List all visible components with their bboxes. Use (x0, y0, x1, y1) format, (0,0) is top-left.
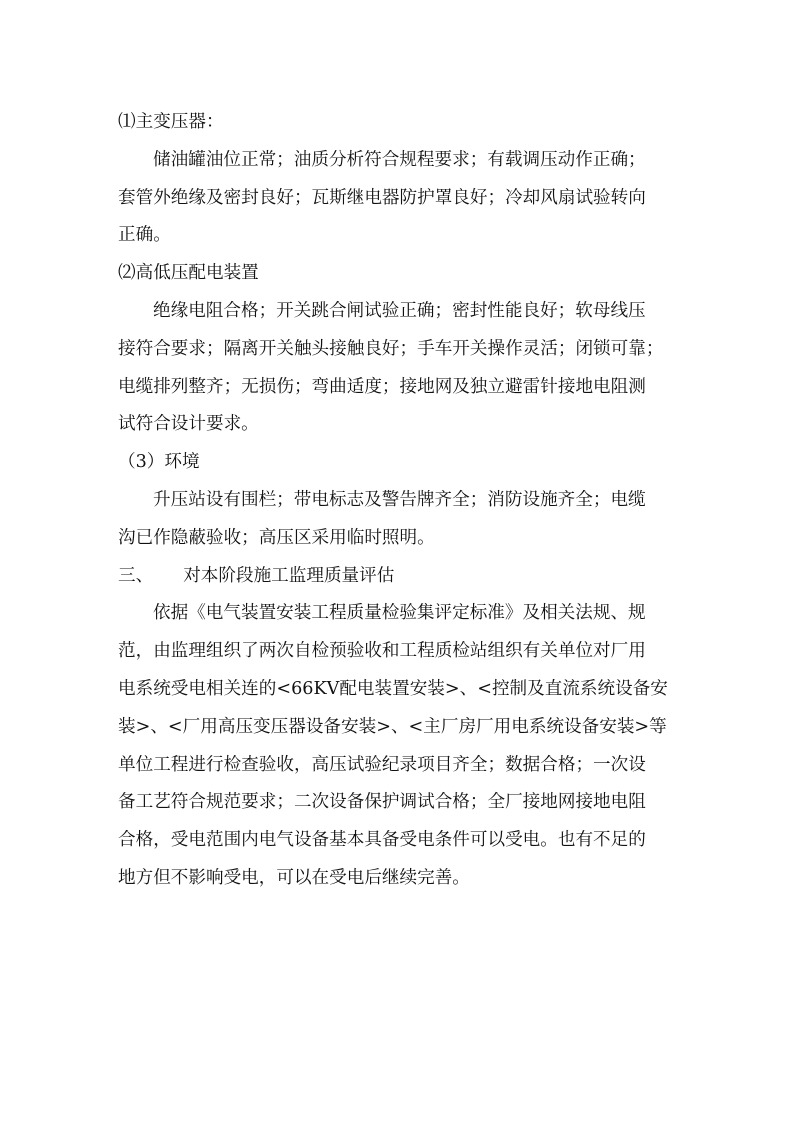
paragraph-line: 套管外绝缘及密封良好；瓦斯继电器防护罩良好；冷却风扇试验转向 (118, 187, 646, 208)
paragraph-line: 依据《电气装置安装工程质量检验集评定标准》及相关法规、规 (153, 603, 646, 624)
section-heading (118, 558, 678, 596)
paragraph-line: 单位工程进行检查验收，高压试验纪录项目齐全；数据合格；一次设 (118, 754, 646, 775)
paragraph-line: 升压站设有围栏；带电标志及警告牌齐全；消防设施齐全；电缆 (153, 489, 646, 510)
paragraph-line: 试符合设计要求。 (118, 414, 259, 435)
paragraph-line: 绝缘电阻合格；开关跳合闸试验正确；密封性能良好；软母线压 (153, 300, 646, 321)
paragraph-line: 备工艺符合规范要求；二次设备保护调试合格；全厂接地网接地电阻 (118, 792, 646, 813)
paragraph-line: 储油罐油位正常；油质分析符合规程要求；有载调压动作正确； (153, 149, 646, 170)
document-page (118, 104, 678, 898)
paragraph-line: 正确。 (118, 225, 171, 246)
heading-switchgear: ⑵高低压配电装置 (118, 263, 259, 284)
heading-main-transformer: ⑴主变压器： (118, 112, 224, 132)
paragraph-line: 沟已作隐蔽验收；高压区采用临时照明。 (118, 527, 435, 548)
section-title: 对本阶段施工监理质量评估 (183, 565, 395, 586)
paragraph-line: 范，由监理组织了两次自检预验收和工程质检站组织有关单位对厂用 (118, 641, 646, 662)
section-number: 三、 (118, 565, 154, 586)
heading-environment: （3）环境 (118, 452, 200, 473)
paragraph-line: 电缆排列整齐；无损伤；弯曲适度；接地网及独立避雷针接地电阻测 (118, 376, 646, 397)
paragraph-line: 接符合要求；隔离开关触头接触良好；手车开关操作灵活；闭锁可靠； (118, 338, 664, 359)
paragraph-line: 合格，受电范围内电气设备基本具备受电条件可以受电。也有不足的 (118, 830, 646, 851)
paragraph-line: 电系统受电相关连的<66KV配电装置安装>、<控制及直流系统设备安 (118, 678, 668, 699)
paragraph-line: 装>、<厂用高压变压器设备安装>、<主厂房厂用电系统设备安装>等 (118, 716, 667, 737)
paragraph-line: 地方但不影响受电，可以在受电后继续完善。 (118, 867, 470, 888)
